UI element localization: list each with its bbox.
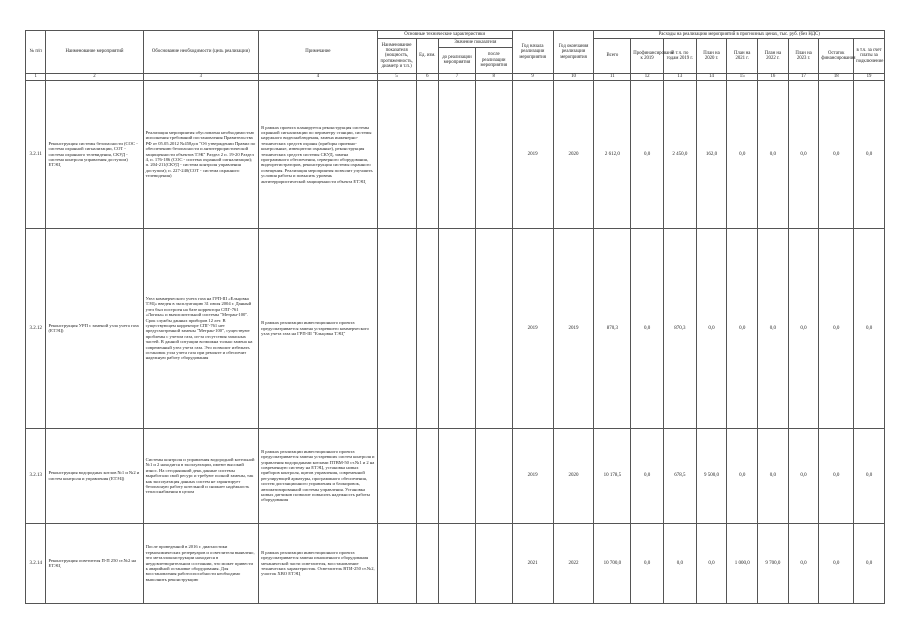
index-cell: 15 [727,73,758,80]
row-2023: 0,0 [788,80,819,228]
row-note: В рамках реализации инвестиционного проекта предусматривается замена устаревших систем контроля и управления водородными котлами ПТВМ-50 ст.№1 и 2 на современную систему на ЕТЭЦ, установка новых приборов контроля, щитов управления, современной регулирующей арматуры, программного обеспечения, систем дистанционного управления и блокировок, автоматизированной системы управления. Установка новых датчиков позволит повысить надежность работы оборудования [259,428,378,523]
row-indicator [377,428,416,523]
row-reason: После проведенной в 2016 г. диагностики термохимических резервуаров и осветлителя выявлено, что металлоконструкции находятся в неудовлетворительном состоянии, что может привести к аварийной остановке оборудования. Для восстановления работоспособности необходимо выполнить реконструкцию [143,523,259,603]
row-2019: 678,5 [663,428,696,523]
header-2020: План на 2020 г. [696,39,727,73]
index-cell: 17 [788,73,819,80]
header-2023: План на 2023 г. [788,39,819,73]
row-before [439,428,476,523]
header-before: до реализации мероприятия [439,47,476,73]
index-cell: 6 [416,73,438,80]
row-after [475,80,512,228]
row-prefin: 0,0 [631,228,664,428]
row-2021: 0,0 [727,80,758,228]
row-remain: 0,0 [819,80,854,228]
row-number: 3.2.14 [26,523,46,603]
row-2021: 1 000,0 [727,523,758,603]
row-source: 0,0 [854,80,885,228]
investment-program-table-sheet [25,30,885,604]
index-cell: 13 [663,73,696,80]
row-name: Реконструкция УРП с заменой узла учета газа (ЕТЭЦ) [46,228,143,428]
header-prefin: Профинансировано к 2019 [631,39,664,73]
row-remain: 0,0 [819,228,854,428]
row-2020: 0,0 [696,228,727,428]
header-unit: Ед. изм. [416,39,438,73]
header-source: в т.ч. за счет платы за подключение [854,39,885,73]
row-prefin: 0,0 [631,428,664,523]
row-number: 3.2.12 [26,228,46,428]
header-name: Наименование мероприятий [46,31,143,74]
header-start: Год начала реализации мероприятия [512,31,553,74]
header-group-costs: Расходы на реализацию мероприятий в прогнозных ценах, тыс. руб. (без НДС) [594,31,885,39]
row-2019: 0,0 [663,523,696,603]
row-total: 10 700,0 [594,523,631,603]
row-name: Реконструкция системы безопасности (СОС - система охранной сигнализации, СОТ - система охранного телевидения, СКУД - система контроля управления доступом) ЕТЭЦ [46,80,143,228]
investment-program-table [25,30,885,604]
header-2021: План на 2021 г. [727,39,758,73]
row-total: 870,3 [594,228,631,428]
header-remain: Остаток финансирования [819,39,854,73]
row-remain: 0,0 [819,523,854,603]
row-before [439,228,476,428]
row-2021: 0,0 [727,228,758,428]
row-unit [416,228,438,428]
row-remain: 0,0 [819,428,854,523]
row-reason: Системы контроля и управления водородной котельной №1 и 2 находятся в эксплуатации, имеют высокий износ. На сегодняшний день данные системы выработали свой ресурс и требуют полной замены, так как эксплуатация данных систем не гарантирует безопасную работу котельной и снижает надёжность теплоснабжения в целом [143,428,259,523]
row-2020: 0,0 [696,523,727,603]
index-cell: 4 [259,73,378,80]
row-note: В рамках проекта планируется реконструкция системы охранной сигнализации по периметру станции, системы наружного видеонаблюдения, замена инженерно-технических средств охраны (приборы приемно-контрольные, извещатели охранные), реконструкция технических средств системы СКУД, замена программного обеспечения, серверного оборудования, видеорегистраторов, реконструкция системы охранного освещения. Реализация мероприятия позволит улучшить условия работы и повысить уровень антитеррористической защищенности объекта ЕТЭЦ [259,80,378,228]
row-2023: 0,0 [788,428,819,523]
row-reason: Узел коммерческого учета газа на ГРП-III «Ельцовка ТЭЦ» введен в эксплуатацию 31 июля 2004 г. Данный узел был построен на базе корректора СПГ-761 «Логика» и вычислительной системы "Метран-100". Срок службы данных приборов 12 лет. В существующем корректоре СПГ-761 нет предусмотренной замены "Метран-100", существуют проблемы с учетом газа, из-за отсутствия запасных частей. В данной ситуации возможна только замена на современный узел учета газа. Это позволит избежать остановок узла учета газа при ремонте и обеспечит надежную работу оборудования [143,228,259,428]
row-end-year: 2020 [553,80,594,228]
row-start-year: 2019 [512,228,553,428]
table-row [26,428,885,523]
header-group-tech: Основные технические характеристики [377,31,512,39]
row-2023: 0,0 [788,523,819,603]
row-note: В рамках реализации инвестиционного проекта предусматривается замена устаревшего коммерческого узла учета газа на ГРП-III "Ельцовка ТЭЦ" [259,228,378,428]
table-row [26,228,885,428]
row-2022: 9 700,0 [758,523,789,603]
row-end-year: 2020 [553,428,594,523]
row-unit [416,523,438,603]
header-2022: План на 2022 г. [758,39,789,73]
row-number: 3.2.11 [26,80,46,228]
row-unit [416,80,438,228]
row-start-year: 2021 [512,523,553,603]
row-prefin: 0,0 [631,80,664,228]
index-cell: 1 [26,73,46,80]
index-cell: 18 [819,73,854,80]
header-after: после реализации мероприятия [475,47,512,73]
row-2019: 2 450,0 [663,80,696,228]
index-cell: 7 [439,73,476,80]
row-start-year: 2019 [512,80,553,228]
header-group-value: Значение показателя [439,39,513,47]
row-indicator [377,523,416,603]
row-2020: 162,0 [696,80,727,228]
row-note: В рамках реализации инвестиционного проекта предусматривается замена изношенного оборудования механической части осветлителя, восстановление технических характеристик. Осветлитель ВТИ-250 ст.№2, участок ХВО ЕТЭЦ [259,523,378,603]
row-end-year: 2022 [553,523,594,603]
row-2021: 0,0 [727,428,758,523]
row-indicator [377,228,416,428]
header-reason: Обоснование необходимости (цель реализации) [143,31,259,74]
column-index-row [26,73,885,80]
row-indicator [377,80,416,228]
index-cell: 11 [594,73,631,80]
row-source: 0,0 [854,428,885,523]
row-2022: 0,0 [758,428,789,523]
row-2022: 0,0 [758,80,789,228]
row-unit [416,428,438,523]
index-cell: 16 [758,73,789,80]
row-prefin: 0,0 [631,523,664,603]
index-cell: 19 [854,73,885,80]
row-start-year: 2019 [512,428,553,523]
table-row [26,523,885,603]
row-number: 3.2.13 [26,428,46,523]
index-cell: 2 [46,73,143,80]
row-2020: 9 500,0 [696,428,727,523]
header-no: № п/п [26,31,46,74]
row-name: Реконструкция водородных котлов №1 и №2 и систем контроля и управления (ЕТЭЦ) [46,428,143,523]
row-end-year: 2019 [553,228,594,428]
header-note: Примечание [259,31,378,74]
row-before [439,80,476,228]
row-reason: Реализация мероприятия обусловлена необходимостью исполнения требований постановления Правительства РФ от 05.05.2012 №458дсп "Об утверждении Правил по обеспечению безопасности и антитеррористической защищенности объектов ТЭК" Раздел 2 п. 19-20 Раздел 4, п. 176-186 (СОС - система охранной сигнализации); п. 204-211(СКУД - система контроля управления доступом); п. 227-240(СОТ - система охранного телевидения) [143,80,259,228]
index-cell: 10 [553,73,594,80]
header-total: Всего [594,39,631,73]
header-end: Год окончания реализации мероприятия [553,31,594,74]
index-cell: 8 [475,73,512,80]
header-2019: В т.ч. по годам 2019 г. [663,39,696,73]
index-cell: 3 [143,73,259,80]
row-source: 0,0 [854,523,885,603]
row-total: 10 178,5 [594,428,631,523]
row-total: 2 612,0 [594,80,631,228]
row-source: 0,0 [854,228,885,428]
index-cell: 9 [512,73,553,80]
index-cell: 5 [377,73,416,80]
row-before [439,523,476,603]
index-cell: 12 [631,73,664,80]
row-2019: 870,3 [663,228,696,428]
index-cell: 14 [696,73,727,80]
row-2022: 0,0 [758,228,789,428]
row-after [475,228,512,428]
row-2023: 0,0 [788,228,819,428]
table-row [26,80,885,228]
row-name: Реконструкция осветителя П-П 250 ст.№2 на ЕТЭЦ [46,523,143,603]
row-after [475,428,512,523]
row-after [475,523,512,603]
header-indicator: Наименование показателя (мощность, протяженность, диаметр и т.п.) [377,39,416,73]
